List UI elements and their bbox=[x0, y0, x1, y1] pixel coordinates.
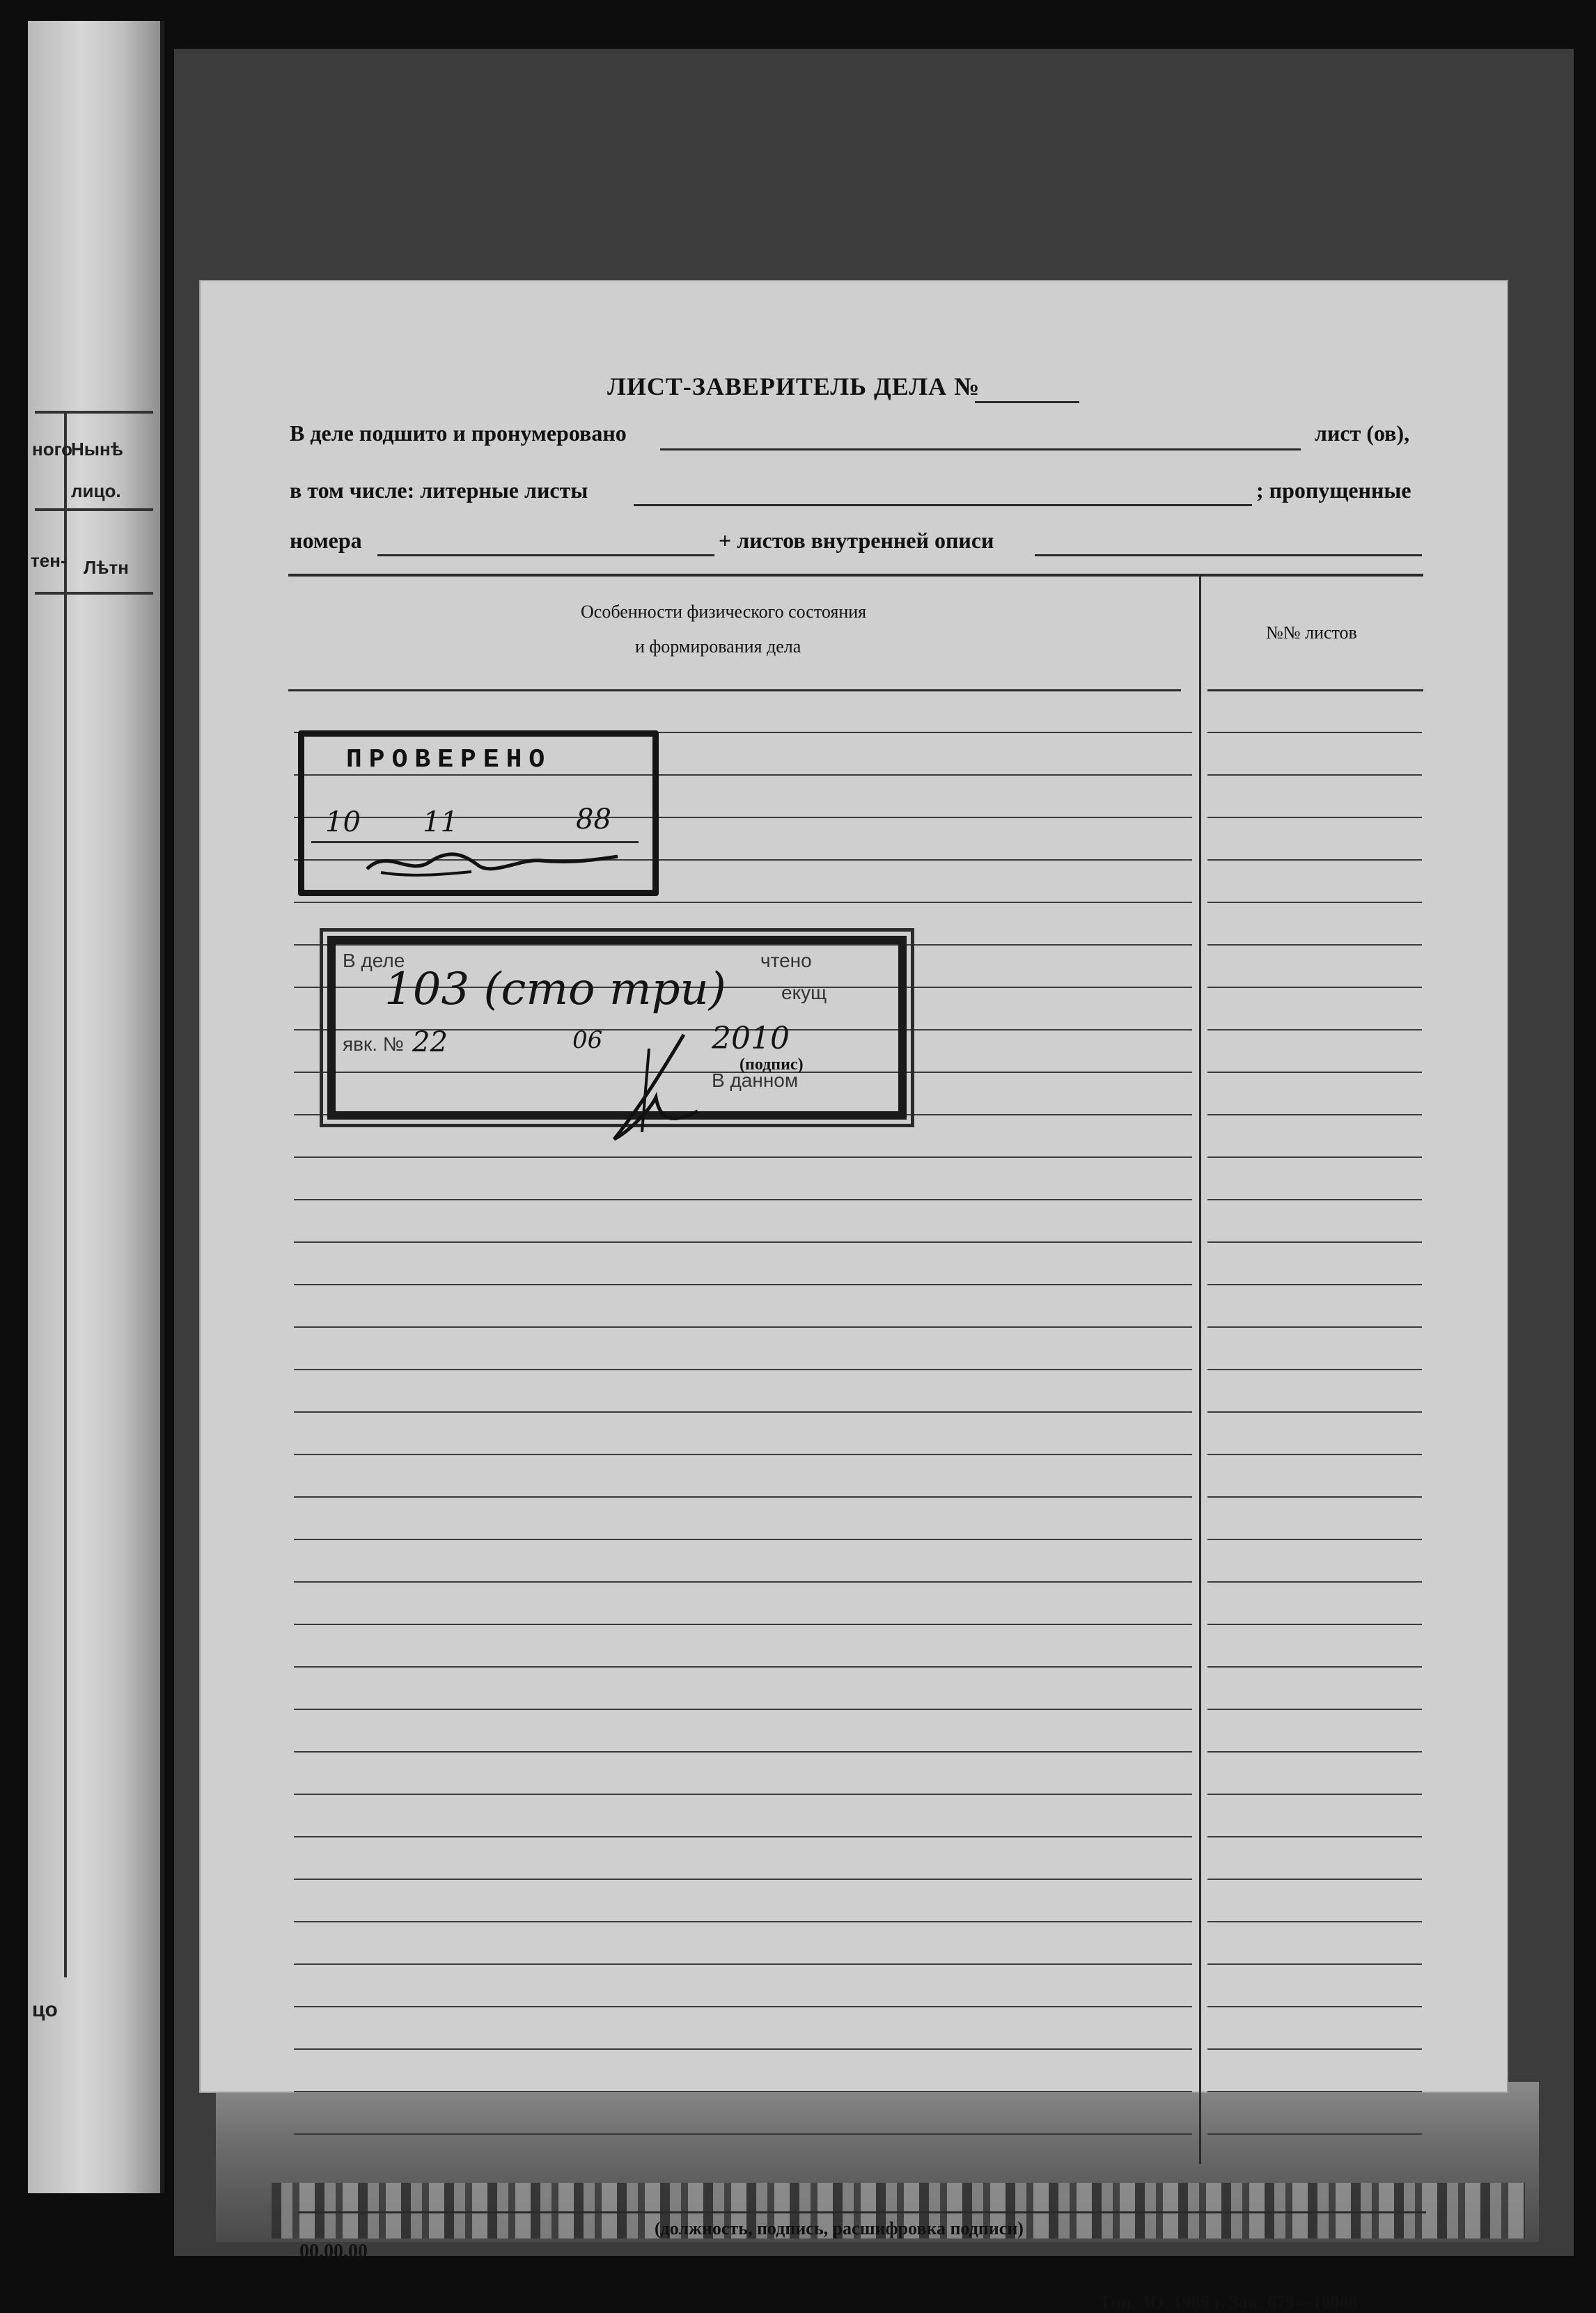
table-row-line bbox=[1207, 1963, 1422, 1965]
margin-fragment: Лѣтн bbox=[84, 557, 129, 578]
table-row-line bbox=[294, 1963, 1192, 1965]
sheets-stamp-caption: (подпис) bbox=[740, 1056, 804, 1074]
table-row-line bbox=[294, 1624, 1192, 1625]
margin-fragment: ного bbox=[32, 439, 72, 460]
table-row-line bbox=[1207, 1241, 1422, 1243]
table-row-line bbox=[1207, 1666, 1422, 1668]
table-row-line bbox=[1207, 1029, 1422, 1030]
table-row-line bbox=[1207, 1836, 1422, 1837]
sheets-stamp-month: 06 bbox=[572, 1026, 603, 1054]
margin-fragment: тен- bbox=[31, 550, 67, 571]
column-divider bbox=[1199, 577, 1201, 2164]
table-row-line bbox=[1207, 902, 1422, 903]
table-row-line bbox=[1207, 859, 1422, 861]
case-number-field bbox=[975, 401, 1079, 403]
table-row-line bbox=[294, 1751, 1192, 1753]
adjacent-page-edge bbox=[28, 21, 164, 2193]
table-row-line bbox=[294, 2133, 1192, 2135]
table-row-line bbox=[1207, 944, 1422, 946]
inventory-sheets-field bbox=[1035, 554, 1422, 556]
table-row-line bbox=[294, 2006, 1192, 2007]
letter-sheets-field bbox=[634, 504, 1252, 506]
margin-fragment: лицо. bbox=[71, 480, 121, 501]
table-row-line bbox=[1207, 1496, 1422, 1498]
table-row-line bbox=[294, 1666, 1192, 1668]
table-row-line bbox=[1207, 2091, 1422, 2092]
sheets-count-field bbox=[660, 448, 1301, 450]
table-row-line bbox=[294, 1836, 1192, 1837]
table-row-line bbox=[1207, 1114, 1422, 1115]
table-row-line bbox=[294, 1539, 1192, 1540]
table-row-line bbox=[294, 1199, 1192, 1200]
table-row-line bbox=[1207, 2133, 1422, 2135]
table-row-line bbox=[1207, 2048, 1422, 2050]
inventory-sheets-label: + листов внутренней описи bbox=[719, 528, 994, 553]
table-row-line bbox=[1207, 1454, 1422, 1455]
table-row-line bbox=[1207, 1156, 1422, 1158]
checked-signature bbox=[360, 841, 625, 883]
table-row-line bbox=[1207, 1199, 1422, 1200]
sheets-unit-label: лист (ов), bbox=[1315, 421, 1410, 446]
handwritten-sheet-count: 103 (сто три) bbox=[384, 964, 726, 1015]
table-row-line bbox=[294, 1921, 1192, 1922]
checked-stamp bbox=[298, 730, 659, 896]
skipped-label: ; пропущенные bbox=[1256, 478, 1411, 503]
table-row-line bbox=[294, 1496, 1192, 1498]
certification-sheet bbox=[201, 281, 1507, 2312]
table-row-line bbox=[1207, 1751, 1422, 1753]
table-row-line bbox=[972, 689, 1181, 691]
table-row-line bbox=[1207, 987, 1422, 988]
checked-year: 88 bbox=[576, 803, 611, 836]
header-top-rule bbox=[288, 574, 1423, 577]
table-row-line bbox=[1207, 1794, 1422, 1795]
margin-fragment: Нынѣ bbox=[71, 439, 123, 460]
table-row-line bbox=[1207, 1624, 1422, 1625]
table-row-line bbox=[294, 1411, 1192, 1413]
printer-imprint: Тип. ЗО. 1986 г. Зак. 679—10000 bbox=[1099, 2292, 1358, 2312]
table-row-line bbox=[294, 1284, 1192, 1285]
table-row-line bbox=[294, 1241, 1192, 1243]
checked-day: 10 bbox=[325, 806, 361, 838]
column-sheets-header: №№ листов bbox=[1266, 622, 1357, 643]
table-row-line bbox=[294, 2048, 1192, 2050]
table-row-line bbox=[1207, 1326, 1422, 1328]
table-row-line bbox=[294, 1454, 1192, 1455]
table-row-line bbox=[294, 2091, 1192, 2092]
table-row-line bbox=[1207, 1539, 1422, 1540]
table-row-line bbox=[1207, 2006, 1422, 2007]
table-row-line bbox=[1207, 1072, 1422, 1073]
table-row-line bbox=[1207, 1284, 1422, 1285]
table-row-line bbox=[1207, 689, 1423, 691]
table-row-line bbox=[294, 902, 1192, 903]
table-row-line bbox=[1207, 1369, 1422, 1370]
table-row-line bbox=[1207, 1879, 1422, 1880]
table-row-line bbox=[294, 1879, 1192, 1880]
table-row-line bbox=[1207, 1411, 1422, 1413]
skipped-numbers-field bbox=[377, 554, 714, 556]
form-date-code: 00.00.00 bbox=[299, 2241, 368, 2262]
margin-fragment: цо bbox=[32, 1998, 58, 2021]
signature-caption: (должность, подпись, расшифровка подписи) bbox=[655, 2218, 1024, 2238]
checked-month: 11 bbox=[423, 806, 458, 838]
table-row-line bbox=[294, 1156, 1192, 1158]
checked-stamp-label: ПРОВЕРЕНО bbox=[346, 745, 552, 775]
table-row-line bbox=[294, 1794, 1192, 1795]
table-row-line bbox=[294, 1326, 1192, 1328]
column-condition-header: Особенности физического состояния bbox=[581, 602, 867, 622]
sheets-count-label: В деле подшито и пронумеровано bbox=[290, 421, 627, 446]
sheets-stamp-day: 22 bbox=[412, 1026, 448, 1058]
sheets-stamp-signature bbox=[600, 1028, 712, 1153]
table-row-line bbox=[1207, 1921, 1422, 1922]
numbers-label: номера bbox=[290, 528, 362, 553]
table-row-line bbox=[1207, 774, 1422, 776]
table-row-line bbox=[1207, 1709, 1422, 1710]
signature-line bbox=[298, 2211, 1426, 2213]
column-condition-header-line2: и формирования дела bbox=[635, 636, 801, 657]
table-row-line bbox=[294, 1709, 1192, 1710]
letter-sheets-label: в том числе: литерные листы bbox=[290, 478, 588, 503]
sheets-stamp-year: 2010 bbox=[712, 1021, 790, 1056]
table-row-line bbox=[294, 1581, 1192, 1583]
table-row-line bbox=[1207, 732, 1422, 733]
form-title: ЛИСТ-ЗАВЕРИТЕЛЬ ДЕЛА № bbox=[607, 373, 980, 400]
table-row-line bbox=[294, 1369, 1192, 1370]
table-row-line bbox=[1207, 1581, 1422, 1583]
sheets-stamp: В деле чтено екущ явк. № В данном 103 (сто три) 22 06 2010 (подпис) bbox=[327, 936, 907, 1120]
table-row-line bbox=[1207, 817, 1422, 818]
